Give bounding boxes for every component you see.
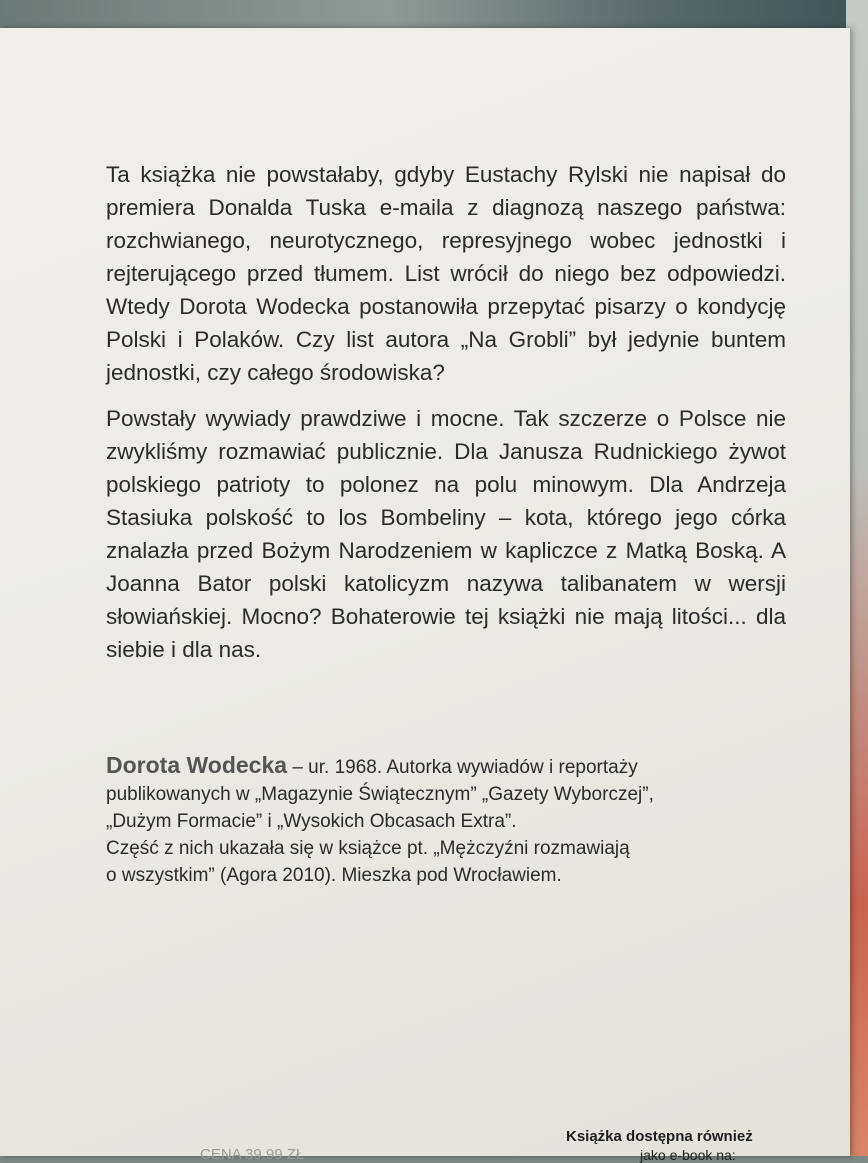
- availability-note: Książka dostępna również: [566, 1128, 753, 1145]
- bio-line-1: – ur. 1968. Autorka wywiadów i reportaży: [287, 757, 638, 778]
- author-bio: [106, 752, 776, 889]
- availability-note-2: jako e-book na:: [640, 1147, 736, 1163]
- bio-line-5: o wszystkim” (Agora 2010). Mieszka pod Wrocławiem.: [106, 865, 562, 886]
- bio-first-line: [106, 752, 776, 781]
- bio-line-4: Część z nich ukazała się w książce pt. „Mężczyźni rozmawiają: [106, 838, 630, 859]
- blurb-paragraph-2: Powstały wywiady prawdziwe i mocne. Tak szczerze o Polsce nie zwykliśmy rozmawiać publicznie. Dla Janusza Rudnickiego żywot polskiego patrioty to polonez na polu minowym. Dla Andrzeja Stasiuka polskość to los Bombeliny – kota, którego jego córka znalazła przed Bożym Narodzeniem w kapliczce z Matką Boską. A Joanna Bator polski katolicyzm nazywa talibanatem w wersji słowiańskiej. Mocno? Bohaterowie tej książki nie mają litości... dla siebie i dla nas.: [106, 406, 786, 662]
- bio-line-3: „Dużym Formacie” i „Wysokich Obcasach Extra”.: [106, 811, 517, 832]
- bio-line-2: publikowanych w „Magazynie Świątecznym” „Gazety Wyborczej”,: [106, 784, 654, 805]
- blurb-paragraph-1: Ta książka nie powstałaby, gdyby Eustachy Rylski nie napisał do premiera Donalda Tuska e-maila z diagnozą naszego państwa: rozchwianego, neurotycznego, represyjnego wobec jednostki i rejterującego przed tłumem. List wrócił do niego bez odpowiedzi. Wtedy Dorota Wodecka postanowiła przepytać pisarzy o kondycję Polski i Polaków. Czy list autora „Na Grobli” był jedynie buntem jednostki, czy całego środowiska?: [106, 162, 786, 385]
- author-name: Dorota Wodecka: [106, 752, 288, 778]
- price-label: CENA 39,99 ZŁ: [200, 1146, 305, 1163]
